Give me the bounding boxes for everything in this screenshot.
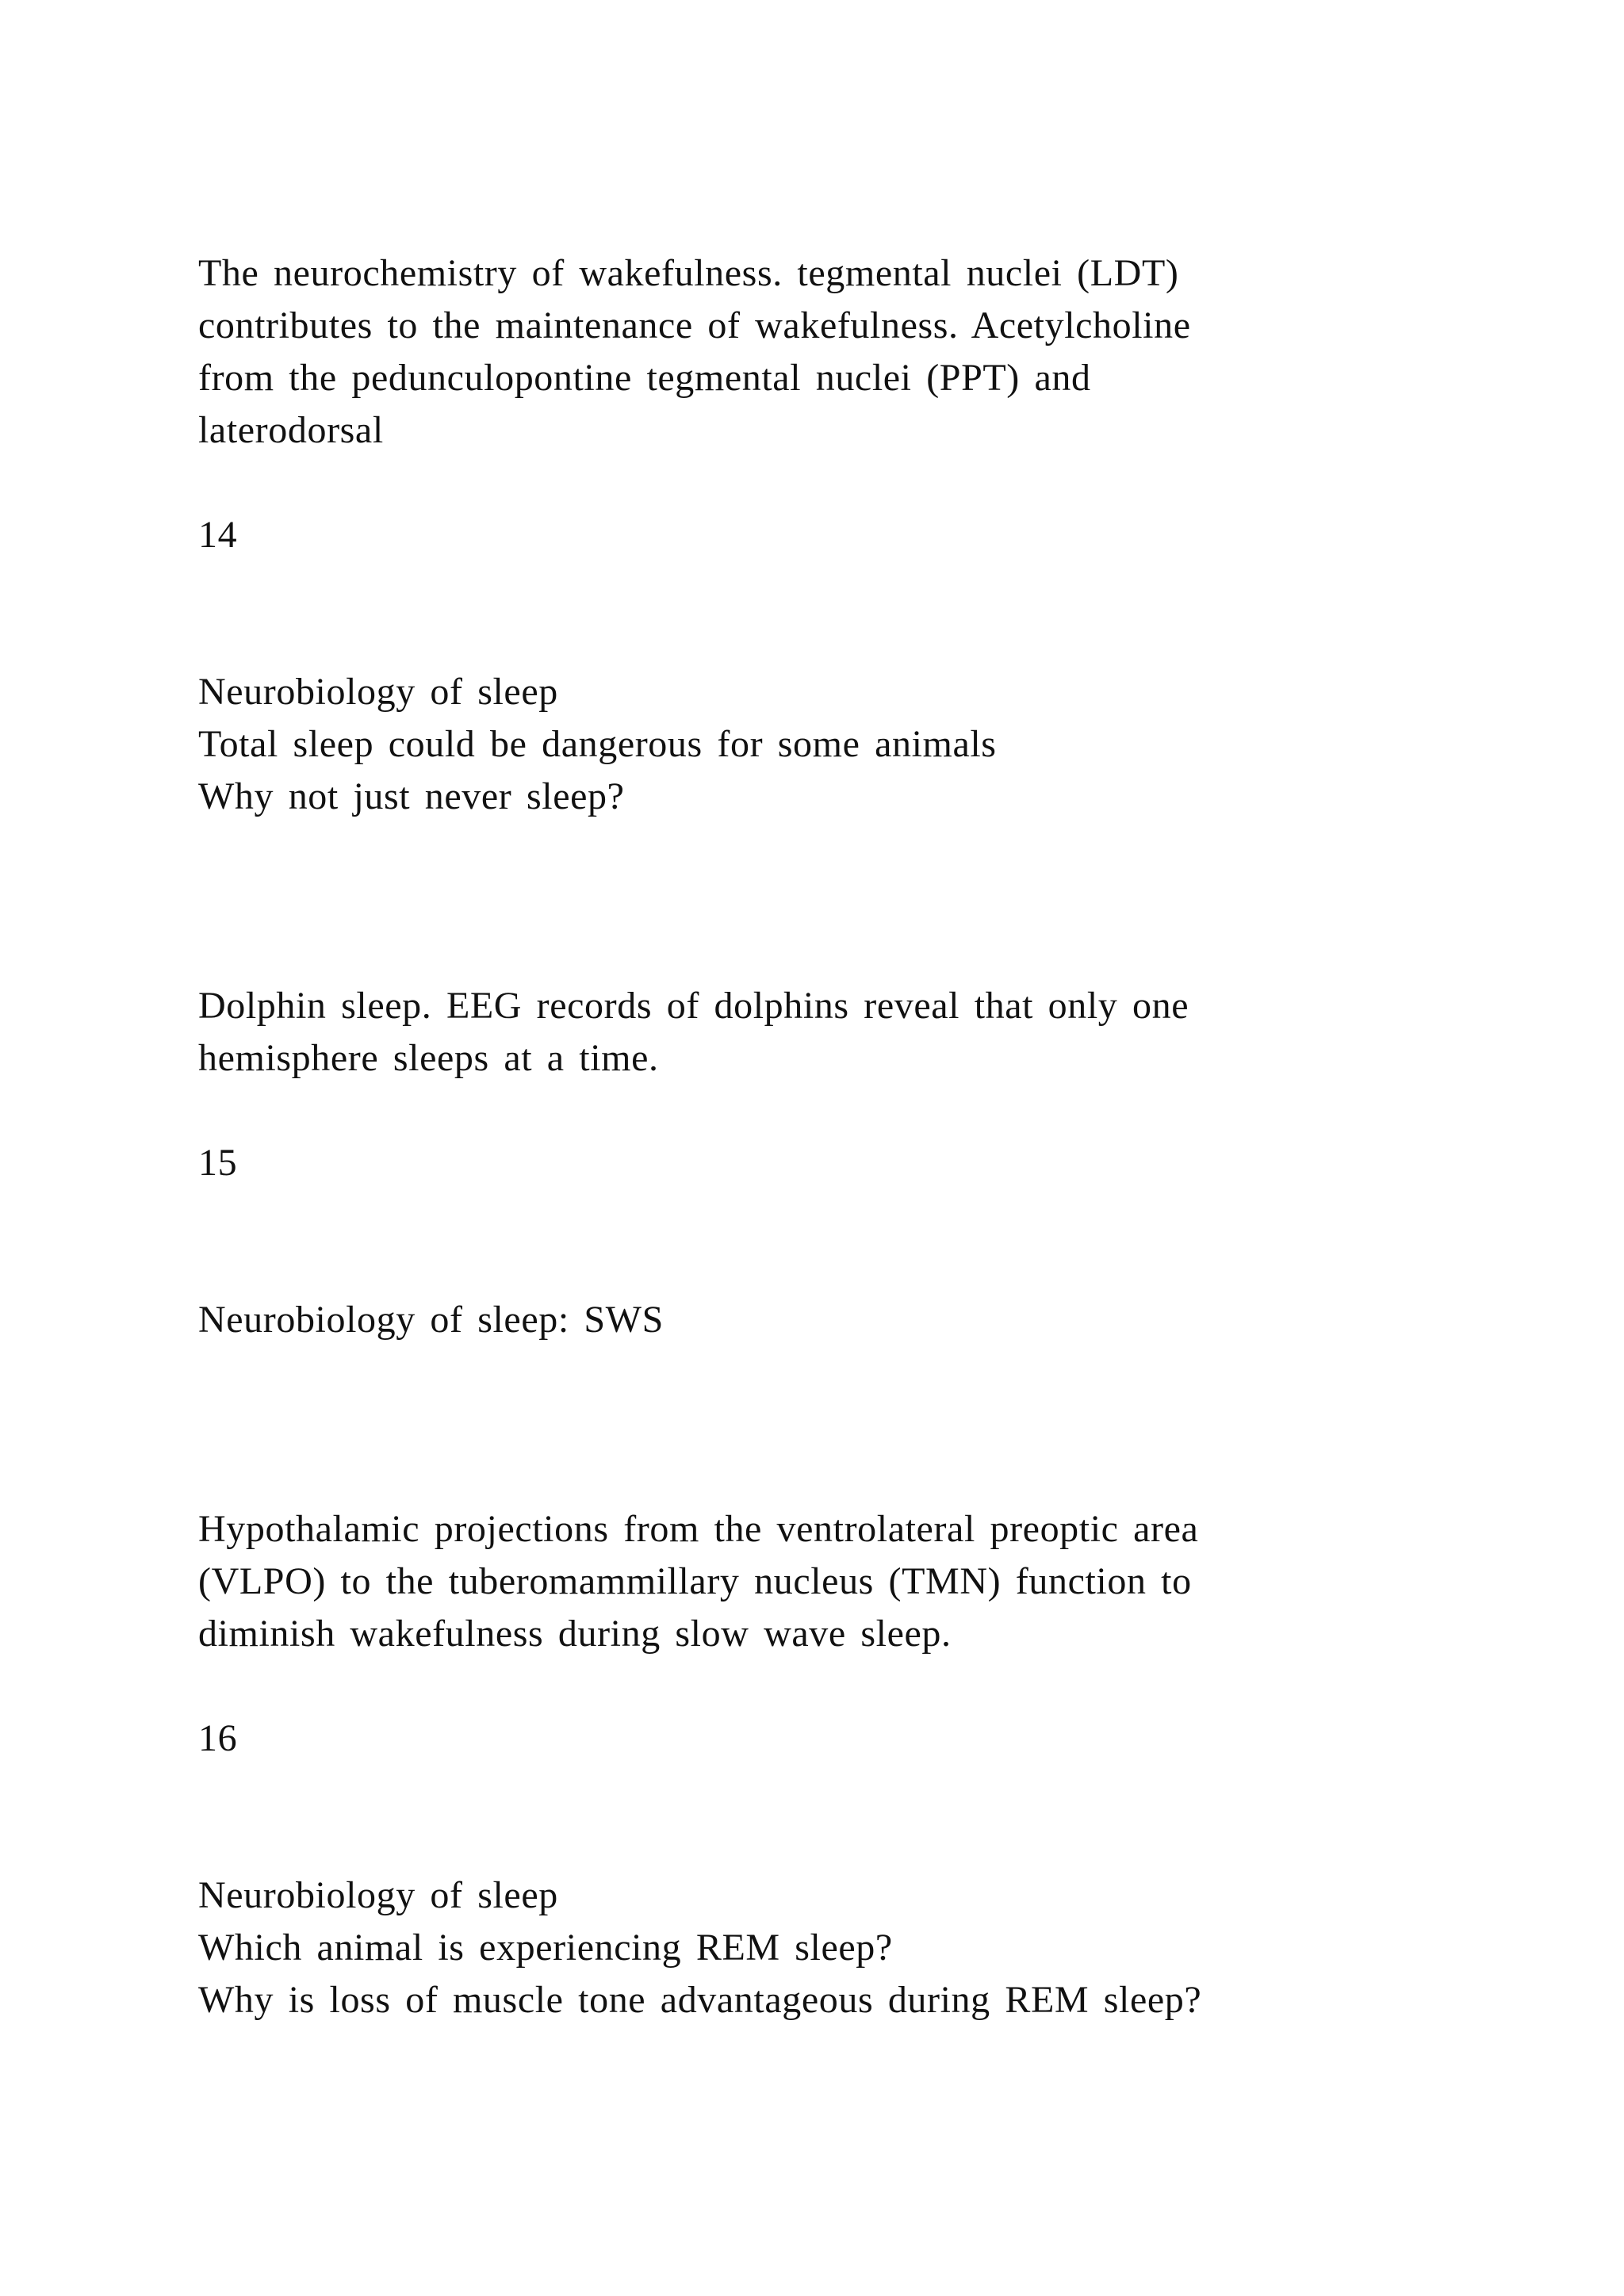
slide-title-rem: Neurobiology of sleep bbox=[198, 1874, 558, 1916]
slide-question-rem-animal: Which animal is experiencing REM sleep? bbox=[198, 1927, 893, 1969]
slide-title-sws: Neurobiology of sleep: SWS bbox=[198, 1299, 664, 1341]
wakefulness-caption-line-4: laterodorsal bbox=[198, 409, 384, 451]
slide-bullet-never-sleep: Why not just never sleep? bbox=[198, 775, 625, 817]
slide-bullet-total-sleep: Total sleep could be dangerous for some animals bbox=[198, 723, 997, 765]
page-number-16: 16 bbox=[198, 1717, 238, 1759]
page-number-14: 14 bbox=[198, 514, 238, 556]
slide-question-muscle-tone: Why is loss of muscle tone advantageous during REM sleep? bbox=[198, 1979, 1202, 2021]
page-number-15: 15 bbox=[198, 1142, 238, 1184]
wakefulness-caption-line-2: contributes to the maintenance of wakefulness. Acetylcholine bbox=[198, 304, 1191, 346]
wakefulness-caption-line-3: from the pedunculopontine tegmental nuclei (PPT) and bbox=[198, 357, 1091, 399]
vlpo-caption-line-2: (VLPO) to the tuberomammillary nucleus (TMN) function to bbox=[198, 1560, 1192, 1602]
dolphin-caption-line-1: Dolphin sleep. EEG records of dolphins reveal that only one bbox=[198, 985, 1189, 1027]
wakefulness-caption-line-1: The neurochemistry of wakefulness. tegmental nuclei (LDT) bbox=[198, 252, 1179, 294]
vlpo-caption-line-1: Hypothalamic projections from the ventrolateral preoptic area bbox=[198, 1508, 1199, 1550]
dolphin-caption-line-2: hemisphere sleeps at a time. bbox=[198, 1037, 659, 1079]
slide-title-neurobiology-of-sleep: Neurobiology of sleep bbox=[198, 671, 558, 713]
vlpo-caption-line-3: diminish wakefulness during slow wave sleep. bbox=[198, 1613, 952, 1655]
